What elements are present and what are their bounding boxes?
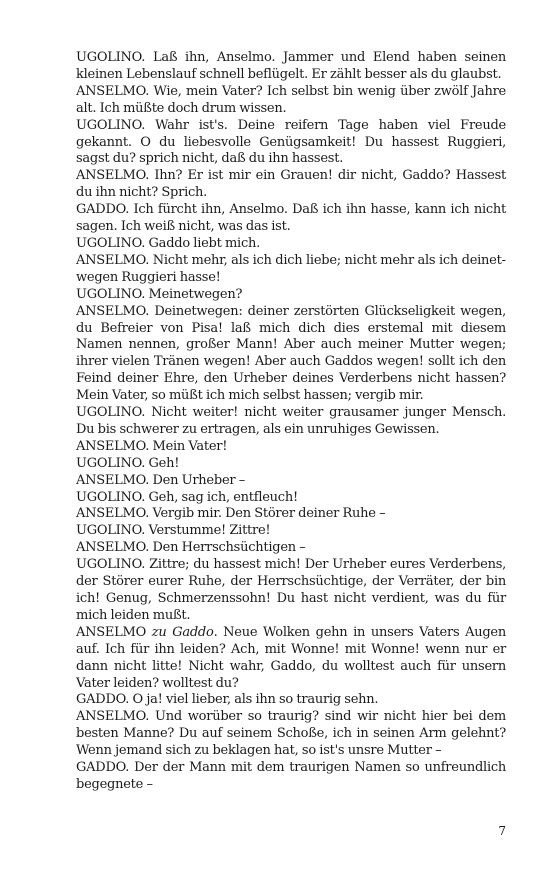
page-number: 7 [498, 824, 506, 838]
dialogue-line: UGOLINO. Nicht weiter! nicht weiter grausamer junger Mensch. Du bis schwerer zu ertragen, als ein unruhiges Gewissen. [76, 405, 506, 437]
dialogue-line: GADDO. O ja! viel lieber, als ihn so traurig sehn. [76, 692, 379, 708]
dialogue-line: UGOLINO. Geh! [76, 455, 180, 471]
dialogue-line: ANSELMO. Mein Vater! [76, 438, 228, 454]
dialogue-line: UGOLINO. Verstumme! Zittre! [76, 523, 271, 539]
dialogue-line: ANSELMO. Den Urheber – [76, 472, 245, 488]
dialogue-line: UGOLINO. Meinetwegen? [76, 286, 243, 302]
dialogue-line: ANSELMO zu Gaddo. Neue Wolken gehn in unsers Vaters Augen auf. Ich für ihn leiden? Ach, mit Wonne! mit Wonne! wenn nur er dann nicht litte! Nicht wahr, Gaddo, du wolltest auch für unsern Vater leiden? wolltest du? [76, 624, 506, 691]
dialogue-line: GADDO. Ich fürcht ihn, Anselmo. Daß ich ihn hasse, kann ich nicht sagen. Ich weiß nicht, was das ist. [76, 202, 506, 235]
dialogue-line: ANSELMO. Nicht mehr, als ich dich liebe; nicht mehr als ich deinetwegen Ruggieri hasse! [76, 252, 506, 285]
dialogue-line: ANSELMO. Wie, mein Vater? Ich selbst bin wenig über zwölf Jahre alt. Ich müßte doch drum wissen. [76, 83, 506, 116]
dialogue-line: GADDO. Der der Mann mit dem traurigen Namen so unfreundlich begegnete – [76, 760, 506, 792]
dialogue-line: UGOLINO. Geh, sag ich, entfleuch! [76, 489, 298, 505]
dialogue-line: ANSELMO. Den Herrschsüchtigen – [76, 540, 306, 556]
stage-direction: zu Gaddo [151, 624, 214, 640]
dialogue-text [76, 50, 506, 794]
dialogue-line: ANSELMO. Vergib mir. Den Störer deiner Ruhe – [76, 506, 386, 522]
dialogue-line: ANSELMO. Deinetwegen: deiner zerstörten Glückseligkeit wegen, du Befreier von Pisa! laß mich dich dies erstemal mit diesem Namen nennen, großer Mann! Aber auch meiner Mutter wegen; ihrer vielen Tränen wegen! Aber auch Gaddos wegen! sollt ich den Feind deiner Ehre, den Urheber deines Verderbens nicht hassen? Mein Vater, so müßt ich mich selbst hassen; vergib mir. [76, 303, 506, 404]
dialogue-line: UGOLINO. Laß ihn, Anselmo. Jammer und Elend haben seinen kleinen Lebenslauf schnell beflügelt. Er zählt besser als du glaubst. [76, 50, 506, 82]
dialogue-line: UGOLINO. Gaddo liebt mich. [76, 235, 260, 251]
dialogue-line: UGOLINO. Zittre; du hassest mich! Der Urheber eures Verderbens, der Störer eurer Ruhe, der Herrschsüchtige, der Verräter, der bin ich! Genug, Schmerzenssohn! Du hast nicht verdient, was du für mich leiden mußt. [76, 557, 506, 623]
dialogue-line: ANSELMO. Und worüber so traurig? sind wir nicht hier bei dem besten Manne? Du auf seinem Schoße, ich in seinen Arm gelehnt? Wenn jemand sich zu beklagen hat, so ist's unsre Mutter – [76, 709, 506, 759]
dialogue-line: UGOLINO. Wahr ist's. Deine reifern Tage haben viel Freude gekannt. O du liebesvolle Genügsamkeit! Du hassest Ruggieri, sagst du? sprich nicht, daß du ihn hassest. [76, 117, 506, 167]
dialogue-line: ANSELMO. Ihn? Er ist mir ein Grauen! dir nicht, Gaddo? Hassest du ihn nicht? Sprich. [76, 168, 506, 201]
